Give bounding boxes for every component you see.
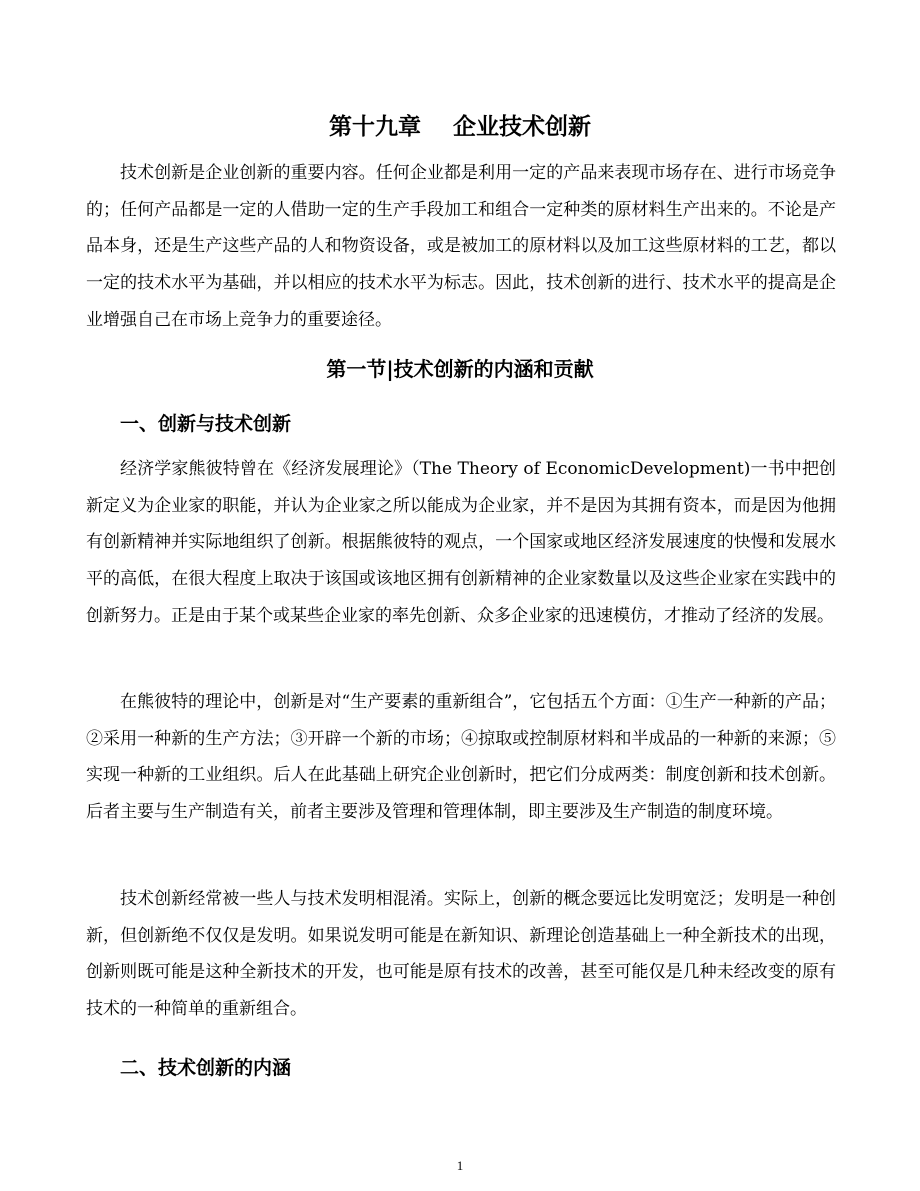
page-number: 1 — [456, 1158, 464, 1173]
chapter-title: 第十九章 企业技术创新 — [328, 114, 592, 140]
body-paragraph-1: 经济学家熊彼特曾在《经济发展理论》（The Theory of EconomicDevelopment)一书中把创新定义为企业家的职能，并认为企业家之所以能成为企业家，并不是因为其拥有资本，而是因为他拥有创新精神并实际地组织了创新。根据熊彼特的观点，一个国家或地区经济发展速度的快慢和发展水平的高低，在很大程度上取决于该国或该地区拥有创新精神的企业家数量以及这些企业家在实践中的创新努力。正是由于某个或某些企业家的率先创新、众多企业家的迅速模仿，才推动了经济的发展。 — [86, 459, 836, 626]
subsection-heading-1: 一、创新与技术创新 — [120, 413, 292, 435]
intro-paragraph: 技术创新是企业创新的重要内容。任何企业都是利用一定的产品来表现市场存在、进行市场竞争的；任何产品都是一定的人借助一定的生产手段加工和组合一定种类的原材料生产出来的。不论是产品本身，还是生产这些产品的人和物资设备，或是被加工的原材料以及加工这些原材料的工艺，都以一定的技术水平为基础，并以相应的技术水平为标志。因此，技术创新的进行、技术水平的提高是企业增强自己在市场上竞争力的重要途径。 — [86, 163, 836, 330]
body-paragraph-2: 在熊彼特的理论中，创新是对“生产要素的重新组合”，它包括五个方面：①生产一种新的产品；②采用一种新的生产方法；③开辟一个新的市场；④掠取或控制原材料和半成品的一种新的来源；⑤实现一种新的工业组织。后人在此基础上研究企业创新时，把它们分成两类：制度创新和技术创新。后者主要与生产制造有关，前者主要涉及管理和管理体制，即主要涉及生产制造的制度环境。 — [86, 692, 836, 823]
body-paragraph-3: 技术创新经常被一些人与技术发明相混淆。实际上，创新的概念要远比发明宽泛；发明是一种创新，但创新绝不仅仅是发明。如果说发明可能是在新知识、新理论创造基础上一种全新技术的出现，创新则既可能是这种全新技术的开发，也可能是原有技术的改善，甚至可能仅是几种未经改变的原有技术的一种简单的重新组合。 — [86, 889, 836, 1020]
subsection-heading-2: 二、技术创新的内涵 — [120, 1057, 292, 1079]
section-title: 第一节|技术创新的内涵和贡献 — [326, 357, 594, 381]
